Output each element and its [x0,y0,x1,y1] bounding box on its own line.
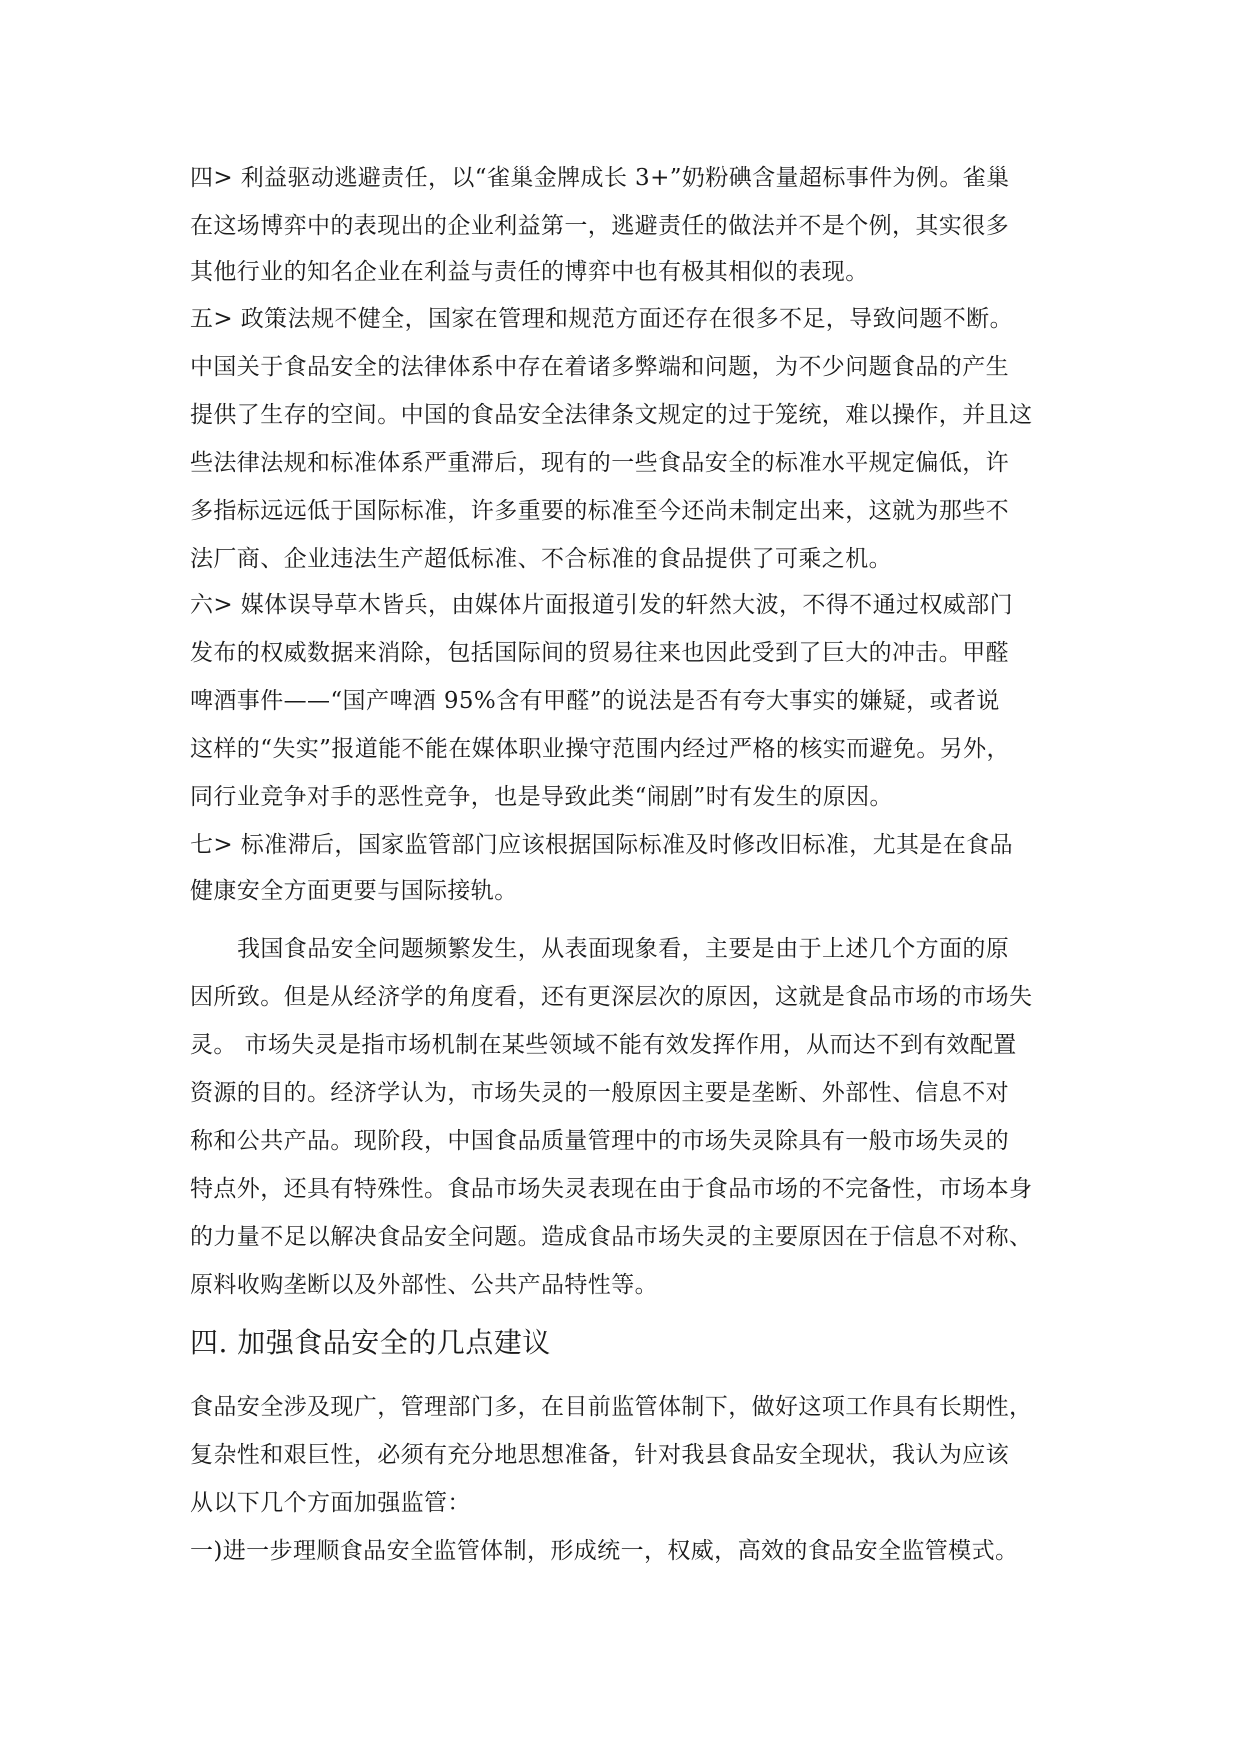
paragraph-line: 原料收购垄断以及外部性、公共产品特性等。 [190,1272,658,1298]
paragraph-line: 从以下几个方面加强监管： [190,1490,471,1516]
paragraph-line: 我国食品安全问题频繁发生，从表面现象看，主要是由于上述几个方面的原 [237,936,1010,962]
paragraph-line: 啤酒事件——“国产啤酒 95%含有甲醛”的说法是否有夸大事实的嫌疑，或者说 [190,688,1000,714]
paragraph-line: 发布的权威数据来消除，包括国际间的贸易往来也因此受到了巨大的冲击。甲醛 [190,640,1009,666]
paragraph-line: 特点外，还具有特殊性。食品市场失灵表现在由于食品市场的不完备性，市场本身 [190,1176,1033,1202]
paragraph-line: 七> 标准滞后，国家监管部门应该根据国际标准及时修改旧标准，尤其是在食品 [190,832,1013,858]
paragraph-line: 健康安全方面更要与国际接轨。 [190,878,518,904]
paragraph-line: 在这场博弈中的表现出的企业利益第一，逃避责任的做法并不是个例，其实很多 [190,213,1009,239]
paragraph-line: 因所致。但是从经济学的角度看，还有更深层次的原因，这就是食品市场的市场失 [190,984,1033,1010]
paragraph-line: 法厂商、企业违法生产超低标准、不合标准的食品提供了可乘之机。 [190,546,892,572]
paragraph-line: 四> 利益驱动逃避责任，以“雀巢金牌成长 3+”奶粉碘含量超标事件为例。雀巢 [190,165,1010,191]
section-heading: 四. 加强食品安全的几点建议 [190,1326,551,1359]
paragraph-line: 的力量不足以解决食品安全问题。造成食品市场失灵的主要原因在于信息不对称、 [190,1224,1033,1250]
paragraph-line: 六> 媒体误导草木皆兵，由媒体片面报道引发的轩然大波，不得不通过权威部门 [190,592,1013,618]
paragraph-line: 一)进一步理顺食品安全监管体制，形成统一，权威，高效的食品安全监管模式。 [190,1538,1019,1564]
paragraph-line: 复杂性和艰巨性，必须有充分地思想准备，针对我县食品安全现状，我认为应该 [190,1442,1009,1468]
paragraph-line: 这样的“失实”报道能不能在媒体职业操守范围内经过严格的核实而避免。另外， [190,736,1010,762]
paragraph-line: 称和公共产品。现阶段，中国食品质量管理中的市场失灵除具有一般市场失灵的 [190,1128,1009,1154]
paragraph-line: 灵。 市场失灵是指市场机制在某些领域不能有效发挥作用，从而达不到有效配置 [190,1032,1017,1058]
paragraph-line: 同行业竞争对手的恶性竞争，也是导致此类“闹剧”时有发生的原因。 [190,784,893,810]
paragraph-line: 些法律法规和标准体系严重滞后，现有的一些食品安全的标准水平规定偏低，许 [190,450,1009,476]
paragraph-line: 中国关于食品安全的法律体系中存在着诸多弊端和问题，为不少问题食品的产生 [190,354,1009,380]
paragraph-line: 资源的目的。经济学认为，市场失灵的一般原因主要是垄断、外部性、信息不对 [190,1080,1009,1106]
paragraph-line: 多指标远远低于国际标准，许多重要的标准至今还尚未制定出来，这就为那些不 [190,498,1009,524]
paragraph-line: 其他行业的知名企业在利益与责任的博弈中也有极其相似的表现。 [190,259,869,285]
paragraph-line: 五> 政策法规不健全，国家在管理和规范方面还存在很多不足，导致问题不断。 [190,306,1013,332]
paragraph-line: 食品安全涉及现广，管理部门多，在目前监管体制下，做好这项工作具有长期性， [190,1394,1033,1420]
paragraph-line: 提供了生存的空间。中国的食品安全法律条文规定的过于笼统，难以操作，并且这 [190,402,1033,428]
